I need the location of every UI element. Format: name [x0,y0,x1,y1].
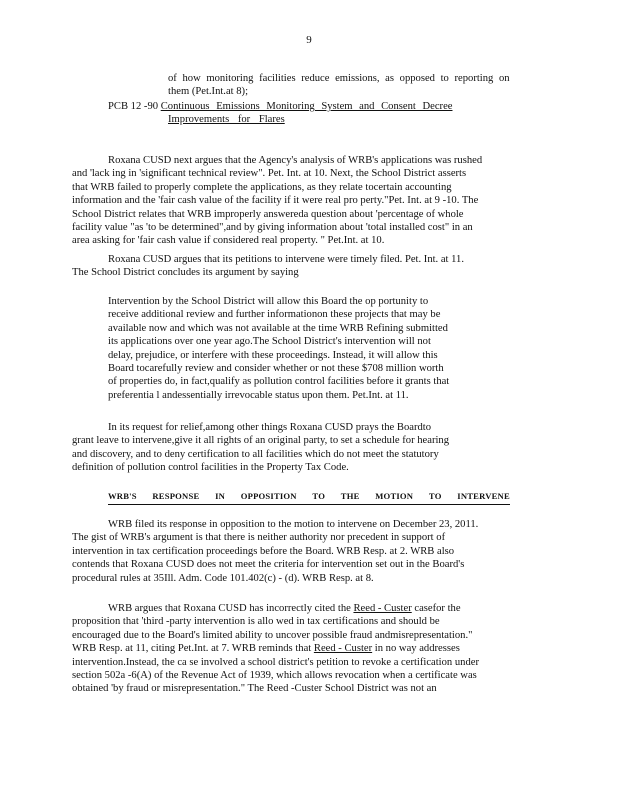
paragraph-agency-analysis [72,154,540,248]
heading-word: TO [428,491,442,501]
text-line: grant leave to intervene,give it all rights of an original party, to set a schedule for hearing [72,435,450,447]
text-line: Roxana CUSD next argues that the Agency's analysis of WRB's applications was rushed [108,155,483,166]
heading-word: OPPOSITION [240,491,297,501]
text-line: encouraged due to the Board's limited ability to uncover possible fraud andmisrepresentation." [72,629,473,641]
text-line: facility value "as 'to be determined",and by giving information about 'total installed cost" in an [72,222,473,234]
heading-word: TO [312,491,326,501]
text-line: and 'lack ing in 'significant technical review". Pet. Int. at 10. Next, the School District asserts [72,168,467,180]
quote-line: receive additional review and further informationon these projects that may be [108,309,441,321]
text-line: In its request for relief,among other things Roxana CUSD prays the Boardto [108,422,432,433]
text-line: intervention in tax certification proceedings before the Board. WRB Resp. at 2. WRB also [72,545,455,557]
list-item-continuation [168,72,518,99]
text-line: obtained 'by fraud or misrepresentation." The Reed -Custer School District was not an [72,683,437,695]
heading-word: WRB'S [108,491,137,501]
text-line: The gist of WRB's argument is that there is neither authority nor precedent in support of [72,532,446,544]
text-line: definition of pollution control facilities in the Property Tax Code. [72,462,349,474]
quote-line: Board tocarefully review and consider whether or not these $708 million worth [108,363,444,375]
paragraph-reed-custer [72,602,540,696]
text-line: contends that Roxana CUSD does not meet the criteria for intervention set out in the Board's [72,559,465,571]
heading-word: RESPONSE [152,491,200,501]
text-line: and discovery, and to deny certification to all facilities which do not meet the statutory [72,448,439,460]
text-line: information and the 'fair cash value of the facility if it were real pro perty."Pet. Int. at 9 -10. The [72,195,479,207]
page-number: 9 [306,34,312,46]
text-segment: in no way addresses [372,643,460,655]
pcb-title-line2: Improvements for Flares [168,114,285,126]
text-line: procedural rules at 35Ill. Adm. Code 101.402(c) - (d). WRB Resp. at 8. [72,572,374,584]
text-line: of how monitoring facilities reduce emissions, as opposed to reporting on [168,73,510,84]
heading-word: IN [215,491,226,501]
text-line: them (Pet.Int.at 8); [168,86,249,98]
heading-word: INTERVENE [457,491,510,501]
text-segment: WRB argues that Roxana CUSD has incorrectly cited the [108,603,354,614]
quote-line: available now and which was not available at the time WRB Refining submitted [108,322,448,334]
block-quote [108,295,492,402]
text-line: section 502a -6(A) of the Revenue Act of 1939, which allows revocation when a certificate was [72,670,477,682]
heading-word: THE [340,491,360,501]
text-line: School District relates that WRB improperly answereda question about 'percentage of whole [72,208,464,220]
section-heading [108,490,510,505]
case-name-reed-custer: Reed - Custer [353,603,412,614]
pcb-number: PCB 12 -90 [108,101,159,112]
quote-line: delay, prejudice, or interfere with these proceedings. Instead, it will allow this [108,349,438,361]
quote-line: preferentia l andessentially irrevocable status upon them. Pet.Int. at 11. [108,389,409,401]
paragraph-timely-filed [72,253,540,280]
text-line: that WRB failed to properly complete the applications, as they relate tocertain accounting [72,181,452,193]
quote-line: its applications over one year ago.The School District's intervention will not [108,336,431,348]
text-line: proposition that 'third -party intervention is allo wed in tax certifications and should be [72,616,440,628]
pcb-list-item [108,100,508,127]
case-name-reed-custer: Reed - Custer [313,643,373,655]
quote-line: of properties do, in fact,qualify as pollution control facilities before it grants that [108,376,450,388]
quote-line: Intervention by the School District will allow this Board the op portunity to [108,296,429,307]
paragraph-request-for-relief [72,421,540,475]
text-segment: casefor the [411,603,461,614]
text-line: intervention.Instead, the ca se involved a school district's petition to revoke a certification under [72,656,479,668]
text-line: The School District concludes its argument by saying [72,267,299,279]
text-segment: WRB Resp. at 11, citing Pet.Int. at 7. WRB reminds that [72,643,314,655]
text-line: Roxana CUSD argues that its petitions to intervene were timely filed. Pet. Int. at 11. [108,254,464,265]
text-line: WRB filed its response in opposition to the motion to intervene on December 23, 2011. [108,519,479,530]
pcb-title-line1: Continuous Emissions Monitoring System and Consent Decree [160,101,453,112]
text-line: area asking for 'fair cash value if considered real property. " Pet.Int. at 10. [72,235,385,247]
paragraph-wrb-response [72,518,540,585]
heading-word: MOTION [375,491,414,501]
